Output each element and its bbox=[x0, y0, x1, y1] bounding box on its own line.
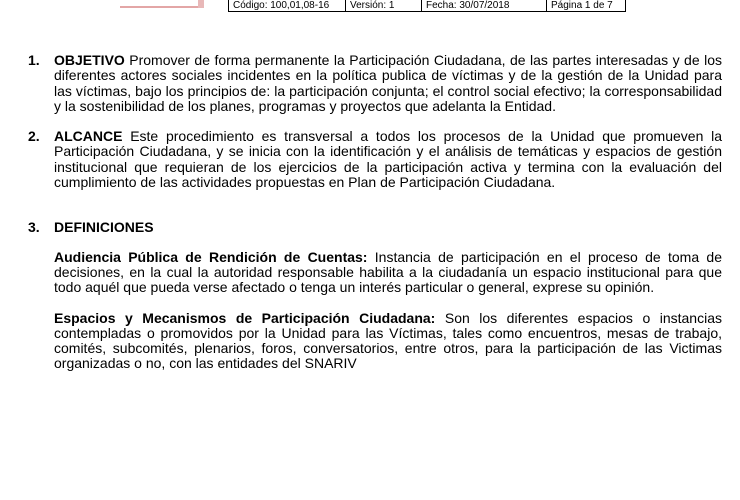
logo-fragment-mark bbox=[198, 0, 204, 8]
section-heading: DEFINICIONES bbox=[54, 219, 154, 236]
definition-text: Son los diferentes espacios o instancias contempladas o promovidos por la Unidad para las Víctimas, tales como encuentros, mesas de trabajo, comités, subcomités, plenarios, foros, conversatorios, entre otros, para la participación de las Victimas organizadas o no, con las entidades del SNARIV bbox=[54, 309, 722, 372]
document-control-table bbox=[228, 0, 626, 12]
document-control-row bbox=[229, 0, 626, 12]
section-objetivo bbox=[28, 53, 722, 114]
document-header bbox=[0, 0, 740, 16]
section-paragraph bbox=[54, 129, 722, 190]
section-definiciones bbox=[28, 220, 722, 235]
definition-term: Audiencia Pública de Rendición de Cuentas: bbox=[54, 248, 368, 265]
section-alcance bbox=[28, 129, 722, 190]
pagina-cell: Página 1 de 7 bbox=[547, 0, 626, 12]
definition-text: Instancia de participación en el proceso de toma de decisiones, en la cual la autoridad responsable habilita a la ciudadanía un espacio institucional para que todo aquél que pueda verse afectado o tenga un interés particular o general, exprese su opinión. bbox=[54, 248, 722, 296]
version-cell: Versión: 1 bbox=[346, 0, 422, 12]
document-body bbox=[28, 53, 722, 387]
section-number: 2. bbox=[28, 128, 40, 145]
definition-term: Espacios y Mecanismos de Participación Ciudadana: bbox=[54, 309, 436, 326]
definition-espacios-mecanismos bbox=[54, 311, 722, 372]
codigo-cell: Código: 100,01,08-16 bbox=[229, 0, 346, 12]
definition-audiencia-publica bbox=[54, 250, 722, 296]
section-keyword: ALCANCE bbox=[54, 128, 123, 145]
section-keyword: OBJETIVO bbox=[54, 52, 125, 68]
logo-fragment bbox=[120, 6, 202, 8]
fecha-cell: Fecha: 30/07/2018 bbox=[422, 0, 547, 12]
section-paragraph bbox=[54, 53, 722, 114]
section-text: Este procedimiento es transversal a todos los procesos de la Unidad que promueven la Participación Ciudadana, y se inicia con la identificación y el análisis de temáticas y espacios de gestión institucional que requieran de los ejercicios de la participación activa y termina con la evaluación del cumplimiento de las actividades propuestas en Plan de Participación Ciudadana. bbox=[54, 128, 722, 191]
section-text: Promover de forma permanente la Participación Ciudadana, de las partes interesadas y de los diferentes actores sociales incidentes en la política publica de víctimas y de la gestión de la Unidad para las víctimas, bajo los principios de: la participación conjunta; el control social efectivo; la corresponsabilidad y la sostenibilidad de los planes, programas y proyectos que adelanta la Entidad. bbox=[54, 52, 722, 114]
section-number: 1. bbox=[28, 52, 40, 68]
section-number: 3. bbox=[28, 219, 40, 236]
